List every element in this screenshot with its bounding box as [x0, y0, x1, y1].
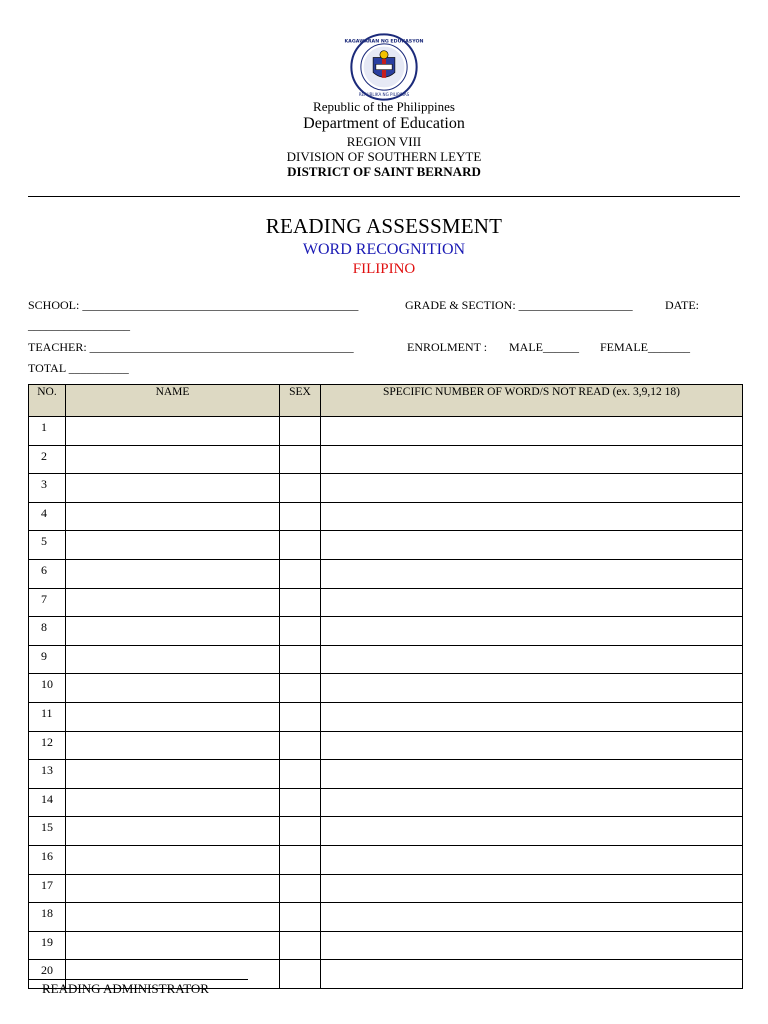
words-not-read-cell[interactable]	[321, 903, 743, 932]
table-row	[29, 760, 743, 789]
name-cell[interactable]	[66, 502, 280, 531]
deped-seal-logo	[344, 33, 424, 101]
subtitle-word-recognition: WORD RECOGNITION	[302, 241, 466, 258]
signature-line[interactable]	[28, 979, 248, 980]
name-cell[interactable]	[66, 702, 280, 731]
date-label: DATE:	[665, 298, 699, 312]
female-count-field[interactable]: FEMALE_______	[600, 340, 690, 354]
row-number: 10	[29, 674, 66, 703]
svg-text:REPUBLIKA NG PILIPINAS: REPUBLIKA NG PILIPINAS	[358, 92, 410, 98]
words-not-read-cell[interactable]	[321, 559, 743, 588]
row-number: 3	[29, 474, 66, 503]
sex-cell[interactable]	[280, 960, 321, 989]
table-row	[29, 531, 743, 560]
row-number: 13	[29, 760, 66, 789]
name-cell[interactable]	[66, 559, 280, 588]
words-not-read-cell[interactable]	[321, 674, 743, 703]
name-cell[interactable]	[66, 474, 280, 503]
table-row	[29, 588, 743, 617]
words-not-read-cell[interactable]	[321, 845, 743, 874]
words-not-read-cell[interactable]	[321, 760, 743, 789]
header-district: DISTRICT OF SAINT BERNARD	[287, 164, 481, 179]
enrolment-label: ENROLMENT :	[407, 340, 488, 354]
header-republic: Republic of the Philippines	[313, 99, 455, 114]
col-header-no: NO.	[29, 385, 66, 417]
sex-cell[interactable]	[280, 874, 321, 903]
row-number: 20	[29, 960, 66, 989]
name-cell[interactable]	[66, 903, 280, 932]
words-not-read-cell[interactable]	[321, 702, 743, 731]
name-cell[interactable]	[66, 874, 280, 903]
sex-cell[interactable]	[280, 531, 321, 560]
table-row	[29, 817, 743, 846]
table-row	[29, 617, 743, 646]
svg-text:KAGAWARAN NG EDUKASYON: KAGAWARAN NG EDUKASYON	[344, 39, 424, 45]
table-row	[29, 474, 743, 503]
col-header-sex: SEX	[280, 385, 321, 417]
row-number: 14	[29, 788, 66, 817]
row-number: 15	[29, 817, 66, 846]
words-not-read-cell[interactable]	[321, 445, 743, 474]
table-row	[29, 931, 743, 960]
words-not-read-cell[interactable]	[321, 645, 743, 674]
sex-cell[interactable]	[280, 702, 321, 731]
words-not-read-cell[interactable]	[321, 474, 743, 503]
table-row	[29, 845, 743, 874]
col-header-name: NAME	[66, 385, 280, 417]
sex-cell[interactable]	[280, 817, 321, 846]
row-number: 16	[29, 845, 66, 874]
name-cell[interactable]	[66, 645, 280, 674]
row-number: 9	[29, 645, 66, 674]
words-not-read-cell[interactable]	[321, 817, 743, 846]
header-department: Department of Education	[303, 115, 465, 132]
words-not-read-cell[interactable]	[321, 417, 743, 446]
male-count-field[interactable]: MALE______	[509, 340, 579, 354]
sex-cell[interactable]	[280, 502, 321, 531]
name-cell[interactable]	[66, 531, 280, 560]
table-row	[29, 645, 743, 674]
row-number: 1	[29, 417, 66, 446]
name-cell[interactable]	[66, 417, 280, 446]
name-cell[interactable]	[66, 445, 280, 474]
table-row	[29, 417, 743, 446]
total-field[interactable]: TOTAL __________	[28, 361, 129, 375]
header-division: DIVISION OF SOUTHERN LEYTE	[286, 149, 482, 164]
sex-cell[interactable]	[280, 617, 321, 646]
name-cell[interactable]	[66, 760, 280, 789]
sex-cell[interactable]	[280, 760, 321, 789]
date-field[interactable]: _________________	[28, 318, 130, 332]
row-number: 2	[29, 445, 66, 474]
words-not-read-cell[interactable]	[321, 531, 743, 560]
table-row	[29, 702, 743, 731]
table-row	[29, 445, 743, 474]
sex-cell[interactable]	[280, 845, 321, 874]
table-header-row	[29, 385, 743, 417]
table-row	[29, 502, 743, 531]
words-not-read-cell[interactable]	[321, 931, 743, 960]
row-number: 19	[29, 931, 66, 960]
document-title: READING ASSESSMENT	[265, 214, 503, 238]
school-field[interactable]: SCHOOL: ______________________________________________	[28, 298, 359, 312]
sex-cell[interactable]	[280, 645, 321, 674]
col-header-words-not-read: SPECIFIC NUMBER OF WORD/S NOT READ (ex. 3,9,12 18)	[321, 385, 743, 417]
signature-label: READING ADMINISTRATOR	[42, 981, 209, 996]
teacher-field[interactable]: TEACHER: ____________________________________________	[28, 340, 354, 354]
words-not-read-cell[interactable]	[321, 731, 743, 760]
name-cell[interactable]	[66, 817, 280, 846]
row-number: 12	[29, 731, 66, 760]
subtitle-language: FILIPINO	[352, 261, 416, 277]
sex-cell[interactable]	[280, 731, 321, 760]
table-row	[29, 788, 743, 817]
words-not-read-cell[interactable]	[321, 617, 743, 646]
sex-cell[interactable]	[280, 931, 321, 960]
words-not-read-cell[interactable]	[321, 874, 743, 903]
row-number: 7	[29, 588, 66, 617]
name-cell[interactable]	[66, 731, 280, 760]
words-not-read-cell[interactable]	[321, 502, 743, 531]
header-divider	[28, 196, 740, 197]
sex-cell[interactable]	[280, 417, 321, 446]
row-number: 6	[29, 559, 66, 588]
name-cell[interactable]	[66, 845, 280, 874]
name-cell[interactable]	[66, 674, 280, 703]
table-row	[29, 874, 743, 903]
sex-cell[interactable]	[280, 788, 321, 817]
table-row	[29, 731, 743, 760]
row-number: 17	[29, 874, 66, 903]
name-cell[interactable]	[66, 617, 280, 646]
row-number: 5	[29, 531, 66, 560]
sex-cell[interactable]	[280, 903, 321, 932]
header-region: REGION VIII	[346, 134, 422, 149]
words-not-read-cell[interactable]	[321, 588, 743, 617]
words-not-read-cell[interactable]	[321, 788, 743, 817]
table-row	[29, 903, 743, 932]
sex-cell[interactable]	[280, 588, 321, 617]
grade-section-field[interactable]: GRADE & SECTION: ___________________	[405, 298, 633, 312]
row-number: 8	[29, 617, 66, 646]
name-cell[interactable]	[66, 931, 280, 960]
sex-cell[interactable]	[280, 474, 321, 503]
words-not-read-cell[interactable]	[321, 960, 743, 989]
row-number: 18	[29, 903, 66, 932]
name-cell[interactable]	[66, 788, 280, 817]
table-row	[29, 559, 743, 588]
sex-cell[interactable]	[280, 559, 321, 588]
row-number: 11	[29, 702, 66, 731]
sex-cell[interactable]	[280, 445, 321, 474]
name-cell[interactable]	[66, 588, 280, 617]
row-number: 4	[29, 502, 66, 531]
sex-cell[interactable]	[280, 674, 321, 703]
table-row	[29, 674, 743, 703]
assessment-table	[28, 384, 743, 989]
